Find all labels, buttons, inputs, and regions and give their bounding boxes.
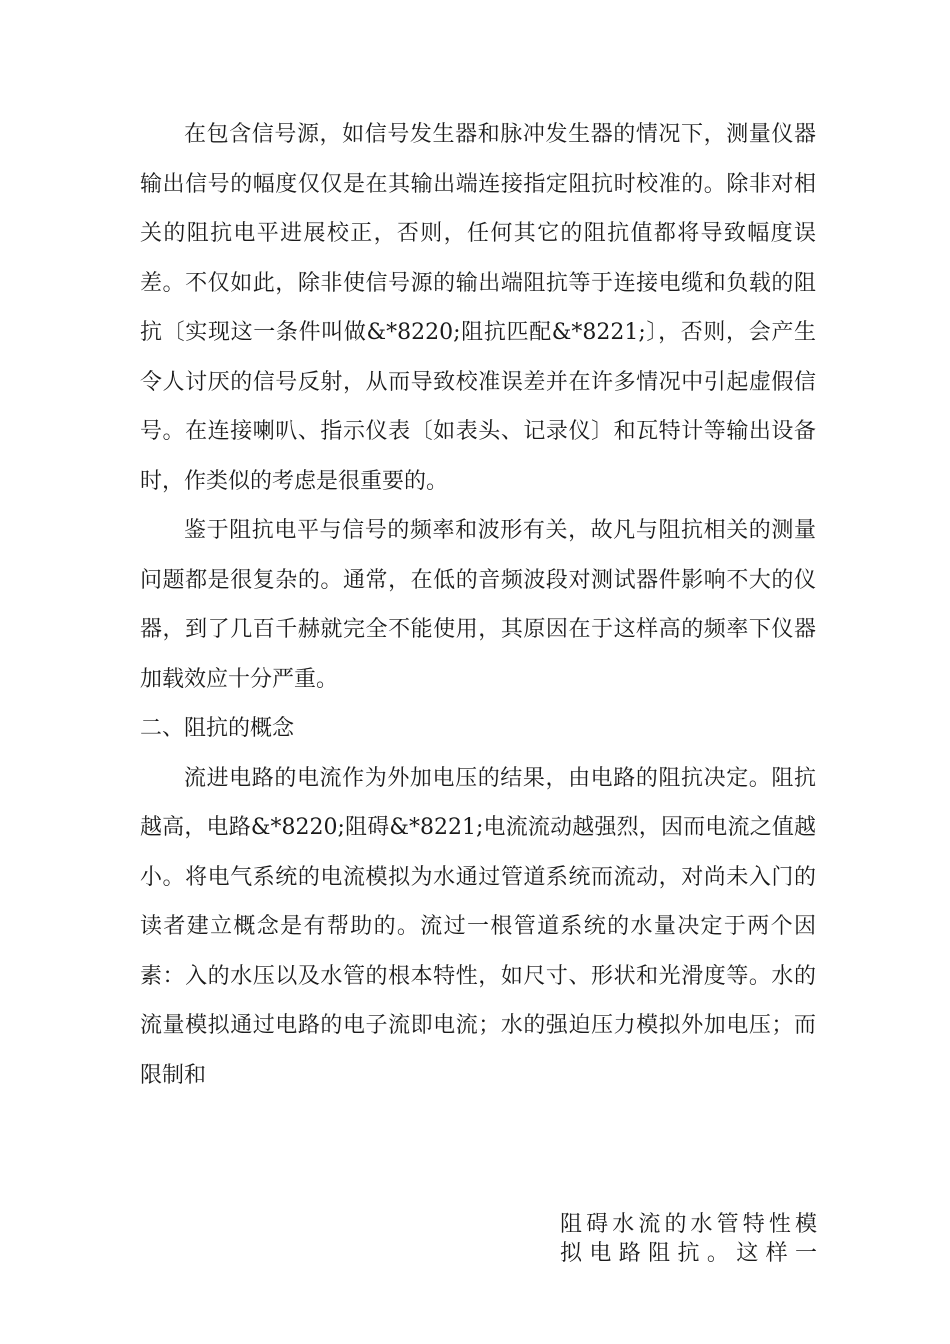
section-heading-impedance-concept: 二、阻抗的概念	[140, 716, 295, 741]
fragment-line: 拟电路阻抗。这样一	[560, 1241, 818, 1266]
paragraph-impedance-frequency: 鉴于阻抗电平与信号的频率和波形有关，故凡与阻抗相关的测量问题都是很复杂的。通常，在低的音频波段对测试器件影响不大的仪器，到了几百千赫就完全不能使用，其原因在于这样高的频率下仪器加载效应十分严重。	[140, 518, 816, 692]
fragment-line: 阻碍水流的水管特性模	[560, 1212, 818, 1237]
continuation-fragment	[560, 1210, 818, 1268]
document-body	[140, 110, 816, 1100]
paragraph-signal-source-calibration: 在包含信号源，如信号发生器和脉冲发生器的情况下，测量仪器输出信号的幅度仅仅是在其输出端连接指定阻抗时校准的。除非对相关的阻抗电平进展校正，否则，任何其它的阻抗值都将导致幅度误差。不仅如此，除非使信号源的输出端阻抗等于连接电缆和负载的阻抗〔实现这一条件叫做&*8220;阻抗匹配&*8221;〕，否则，会产生令人讨厌的信号反射，从而导致校准误差并在许多情况中引起虚假信号。在连接喇叭、指示仪表〔如表头、记录仪〕和瓦特计等输出设备时，作类似的考虑是很重要的。	[140, 122, 816, 494]
paragraph-current-water-analogy: 流进电路的电流作为外加电压的结果，由电路的阻抗决定。阻抗越高，电路&*8220;阻碍&*8221;电流流动越强烈，因而电流之值越小。将电气系统的电流模拟为水通过管道系统而流动，对尚未入门的读者建立概念是有帮助的。流过一根管道系统的水量决定于两个因素：入的水压以及水管的根本特性，如尺寸、形状和光滑度等。水的流量模拟通过电路的电子流即电流；水的强迫压力模拟外加电压；而限制和	[140, 765, 816, 1088]
